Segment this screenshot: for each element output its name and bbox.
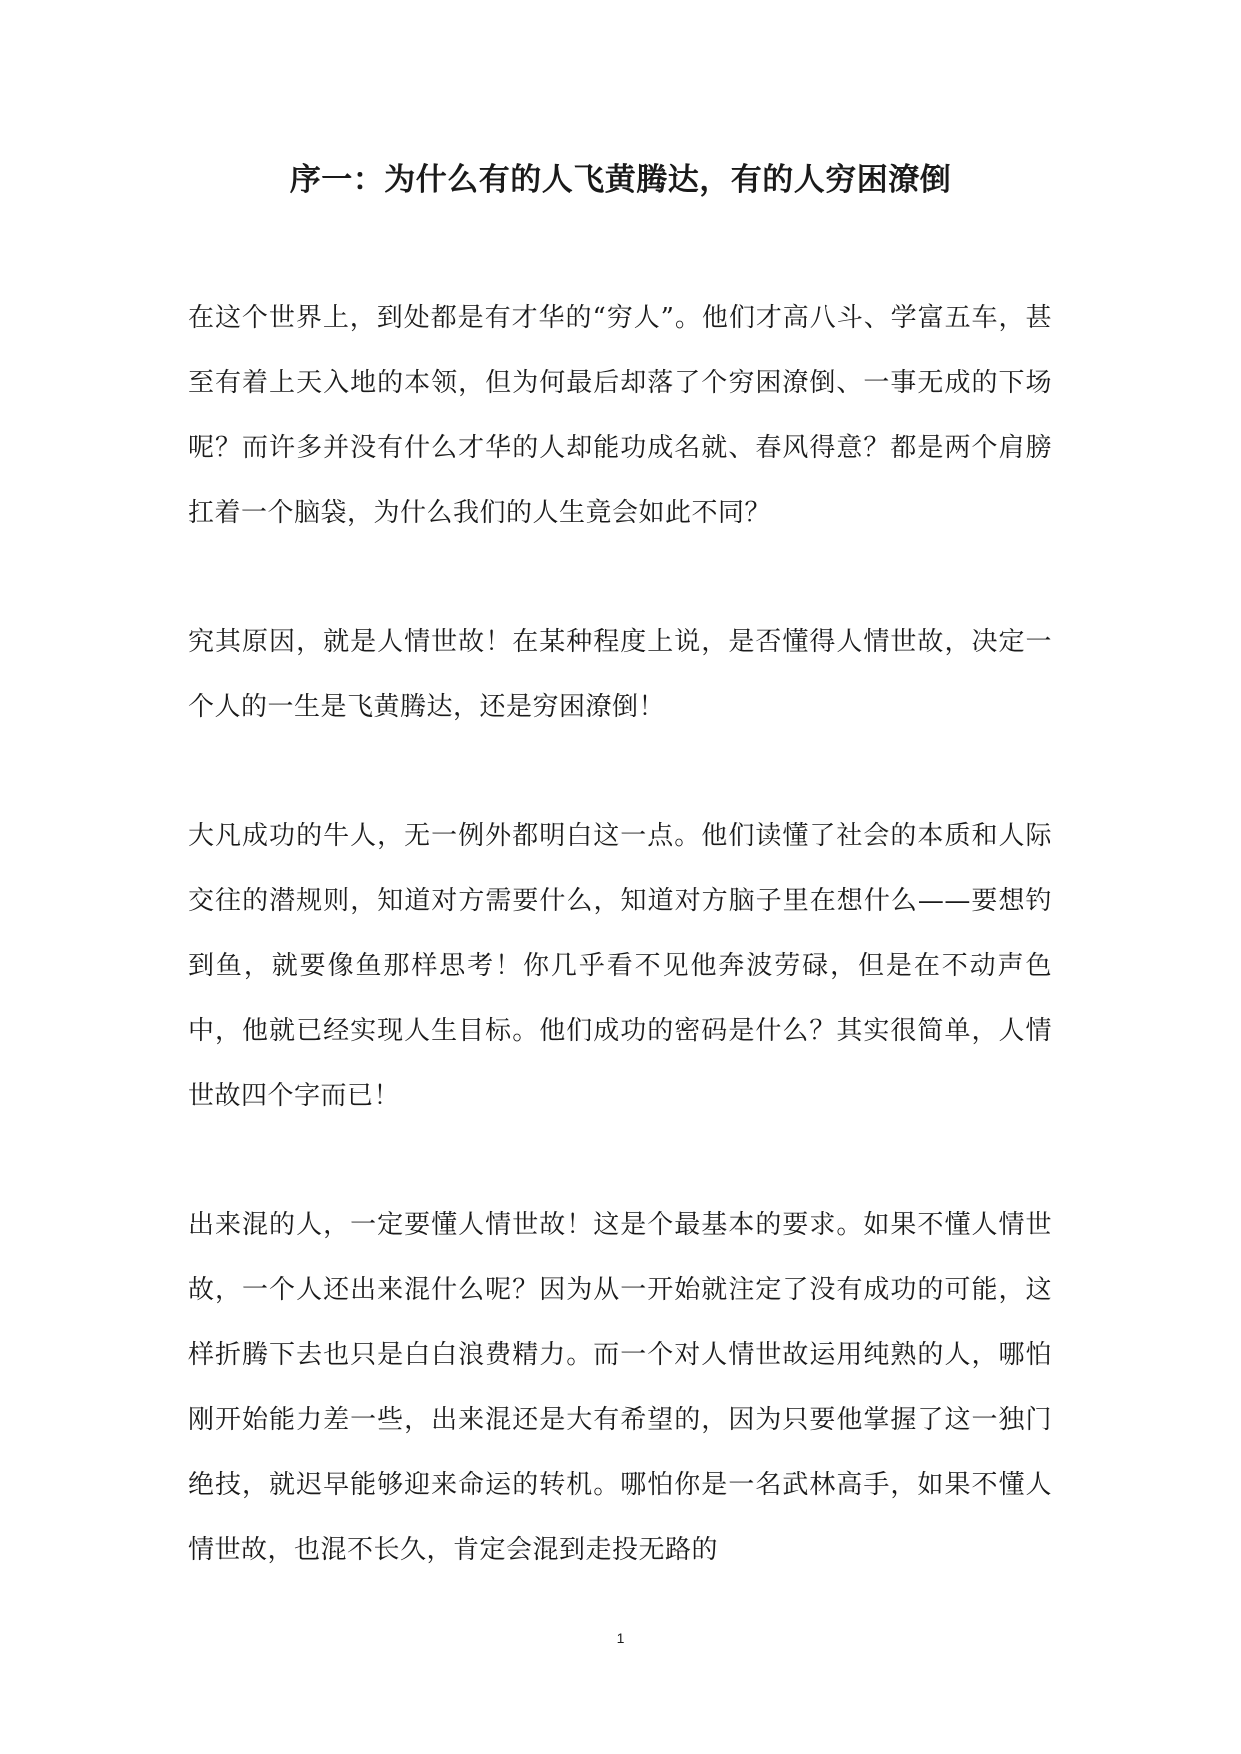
page-number: 1 <box>616 1630 625 1646</box>
paragraph-2: 究其原因，就是人情世故！在某种程度上说，是否懂得人情世故，决定一个人的一生是飞黄腾达，还是穷困潦倒！ <box>188 627 1052 722</box>
paragraph-3: 大凡成功的牛人，无一例外都明白这一点。他们读懂了社会的本质和人际交往的潜规则，知道对方需要什么，知道对方脑子里在想什么——要想钓到鱼，就要像鱼那样思考！你几乎看不见他奔波劳碌，但是在不动声色中，他就已经实现人生目标。他们成功的密码是什么？其实很简单，人情世故四个字而已！ <box>188 821 1052 1111</box>
document-body <box>188 286 1052 1647</box>
page-title: 序一：为什么有的人飞黄腾达，有的人穷困潦倒 <box>289 162 952 198</box>
paragraph-1: 在这个世界上，到处都是有才华的“穷人”。他们才高八斗、学富五车，甚至有着上天入地的本领，但为何最后却落了个穷困潦倒、一事无成的下场呢？而许多并没有什么才华的人却能功成名就、春风得意？都是两个肩膀扛着一个脑袋，为什么我们的人生竟会如此不同？ <box>188 303 1052 528</box>
paragraph-4: 出来混的人，一定要懂人情世故！这是个最基本的要求。如果不懂人情世故，一个人还出来混什么呢？因为从一开始就注定了没有成功的可能，这样折腾下去也只是白白浪费精力。而一个对人情世故运用纯熟的人，哪怕刚开始能力差一些，出来混还是大有希望的，因为只要他掌握了这一独门绝技，就迟早能够迎来命运的转机。哪怕你是一名武林高手，如果不懂人情世故，也混不长久，肯定会混到走投无路的 <box>188 1210 1052 1565</box>
